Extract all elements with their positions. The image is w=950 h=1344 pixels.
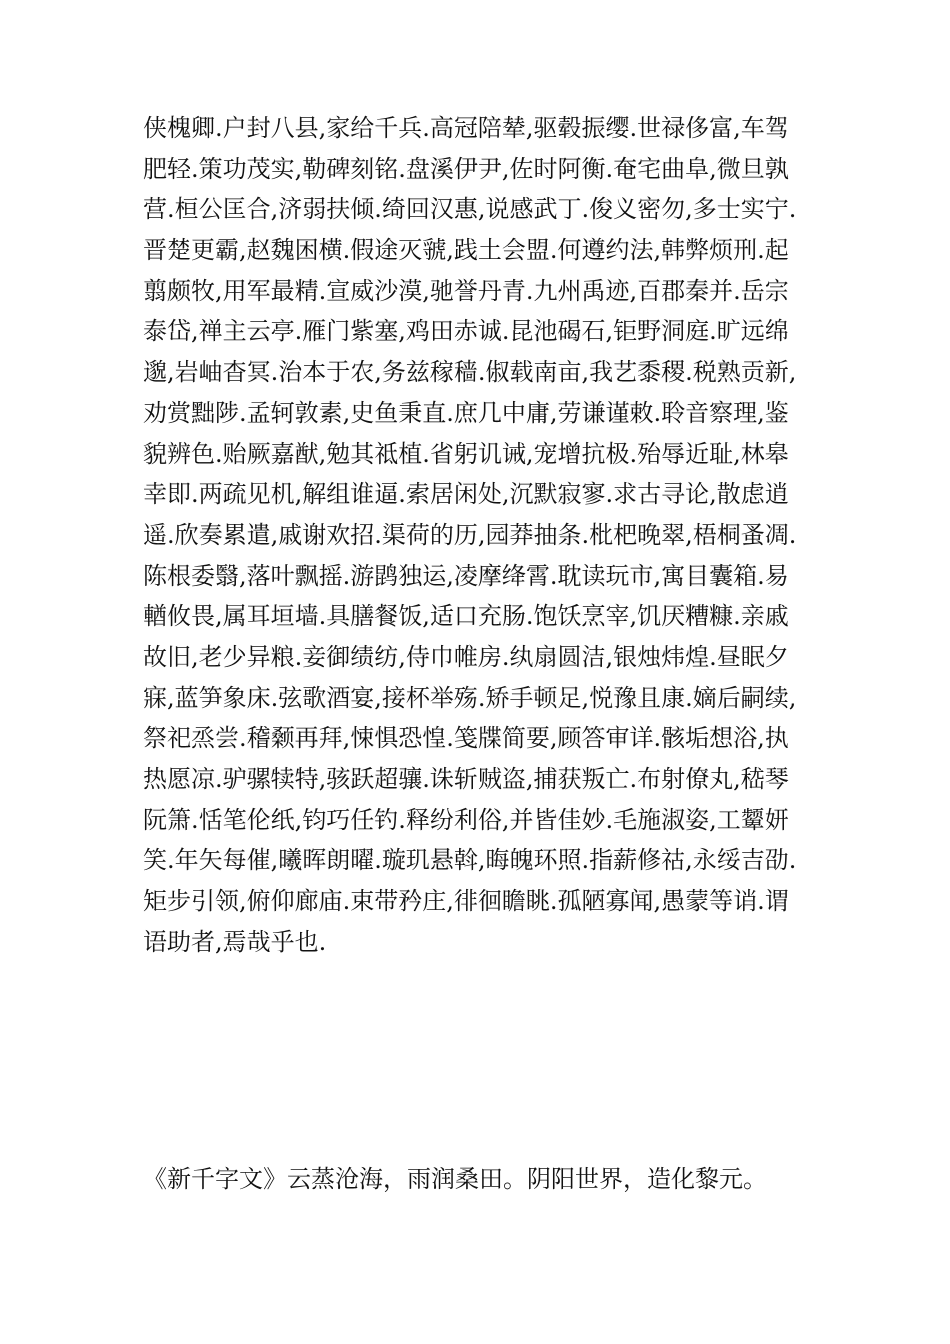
text-line: 祭祀烝尝.稽颡再拜,悚惧恐惶.笺牒简要,顾答审详.骸垢想浴,执 xyxy=(143,724,789,753)
text-line: 幸即.两疏见机,解组谁逼.索居闲处,沉默寂寥.求古寻论,散虑逍 xyxy=(143,480,789,509)
text-line: 营.桓公匡合,济弱扶倾.绮回汉惠,说感武丁.俊义密勿,多士实宁. xyxy=(143,195,797,224)
text-line: 侠槐卿.户封八县,家给千兵.高冠陪辇,驱毂振缨.世禄侈富,车驾 xyxy=(143,114,789,142)
text-line: 遥.欣奏累遣,戚谢欢招.渠荷的历,园莽抽条.枇杷晚翠,梧桐蚤凋. xyxy=(143,520,797,549)
text-line: 矩步引领,俯仰廊庙.束带矜庄,徘徊瞻眺.孤陋寡闻,愚蒙等诮.谓 xyxy=(143,887,789,916)
text-line: 陈根委翳,落叶飘摇.游鹍独运,凌摩绛霄.耽读玩市,寓目囊箱.易 xyxy=(143,561,789,590)
classical-text-body xyxy=(143,108,833,962)
text-line: 翦颇牧,用军最精.宣威沙漠,驰誉丹青.九州禹迹,百郡秦并.岳宗 xyxy=(143,276,789,305)
text-line: 阮箫.恬笔伦纸,钧巧任钓.释纷利俗,并皆佳妙.毛施淑姿,工颦妍 xyxy=(143,805,789,834)
text-line: 輶攸畏,属耳垣墙.具膳餐饭,适口充肠.饱饫烹宰,饥厌糟糠.亲戚 xyxy=(143,602,789,631)
text-line: 语助者,焉哉乎也. xyxy=(143,927,327,956)
text-line: 邈,岩岫杳冥.治本于农,务兹稼穑.俶载南亩,我艺黍稷.税熟贡新, xyxy=(143,358,797,387)
text-line: 泰岱,禅主云亭.雁门紫塞,鸡田赤诚.昆池碣石,钜野洞庭.旷远绵 xyxy=(143,317,789,346)
closing-paragraph: 《新千字文》云蒸沧海，雨润桑田。阴阳世界，造化黎元。 xyxy=(143,1165,767,1193)
text-line: 貌辨色.贻厥嘉猷,勉其祗植.省躬讥诫,宠增抗极.殆辱近耻,林皋 xyxy=(143,439,789,468)
text-line: 寐,蓝笋象床.弦歌酒宴,接杯举殇.矫手顿足,悦豫且康.嫡后嗣续, xyxy=(143,683,797,712)
text-line: 晋楚更霸,赵魏困横.假途灭虢,践土会盟.何遵约法,韩弊烦刑.起 xyxy=(143,236,789,265)
text-line: 肥轻.策功茂实,勒碑刻铭.盘溪伊尹,佐时阿衡.奄宅曲阜,微旦孰 xyxy=(143,154,789,183)
text-line: 笑.年矢每催,曦晖朗曜.璇玑悬斡,晦魄环照.指薪修祜,永绥吉劭. xyxy=(143,846,797,875)
text-line: 热愿凉.驴骡犊特,骇跃超骧.诛斩贼盗,捕获叛亡.布射僚丸,嵇琴 xyxy=(143,765,789,793)
text-line: 劝赏黜陟.孟轲敦素,史鱼秉直.庶几中庸,劳谦谨敕.聆音察理,鉴 xyxy=(143,398,789,427)
text-line: 故旧,老少异粮.妾御绩纺,侍巾帷房.纨扇圆洁,银烛炜煌.昼眠夕 xyxy=(143,642,789,671)
